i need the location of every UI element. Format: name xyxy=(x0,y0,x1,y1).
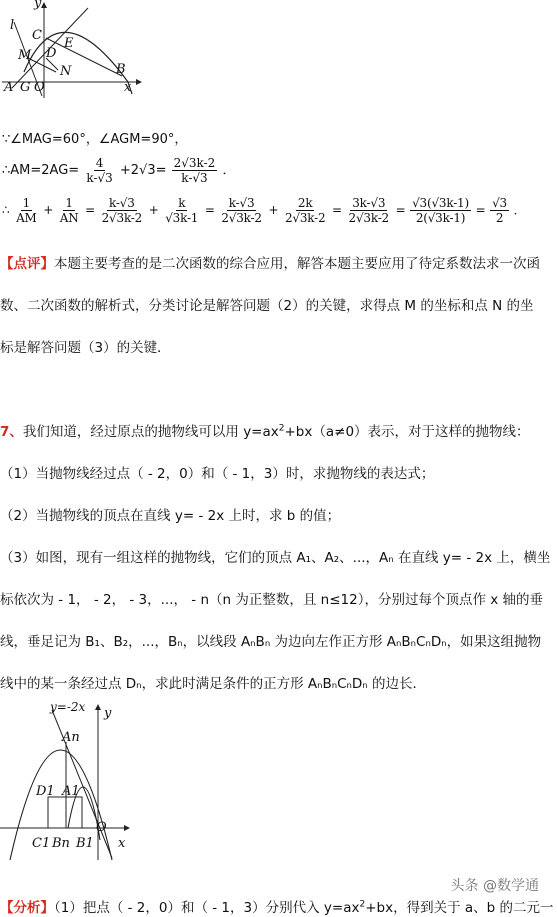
angle-statement: ∵∠MAG=60°，∠AGM=90°， xyxy=(2,132,188,147)
fig1-label-A: A xyxy=(4,80,14,95)
fig2-label-B1: B1 xyxy=(76,836,94,851)
comment-line-3: 标是解答问题（3）的关键． xyxy=(0,340,171,356)
fig2-label-C1: C1 xyxy=(32,836,51,851)
fig1-label-O: O xyxy=(34,80,45,95)
fig1-label-l: l xyxy=(10,18,15,33)
fig2-x-arrow xyxy=(124,825,130,831)
fig1-x-arrow xyxy=(136,79,142,85)
fig1-label-y: y xyxy=(34,0,42,11)
fig1-y-arrow xyxy=(41,2,47,8)
fig1-label-N: N xyxy=(60,64,72,79)
reciprocal-sum-equation: ∴ $\frac{1}{AM}$ + $\frac{1}{AN}$ = $\frac{k-√3}{2√3k-2}$ + $\frac{k}{√3k-1}$ = $\frac{k-√3}{2√3k-2}$ + $\frac{2k}{2√3k-2}$ = $\frac{3k-√3}{2√3k-2}$ = $\frac{√3(√3k-1)}{2(√3k-1)}$ = $\frac{√3}{2}$ ． xyxy=(2,196,526,225)
comment-tag: 【点评】 xyxy=(0,256,54,272)
fig2-label-O: O xyxy=(96,820,107,835)
problem-7-part-3-line-2: 标依次为 - 1， - 2， - 3，...， - n（n 为正整数，且 n≤12），分别过每个顶点作 x 轴的垂 xyxy=(0,592,544,608)
fig2-label-An: An xyxy=(62,730,80,745)
fig2-label-Bn: Bn xyxy=(52,836,70,851)
problem-7-part-3-line-1: （3）如图，现有一组这样的抛物线，它们的顶点 A₁、A₂、...，Aₙ 在直线 y= - 2x 上，横坐 xyxy=(0,550,551,566)
fig2-label-y: y xyxy=(104,706,112,721)
watermark: 头条 @数学通 xyxy=(450,878,539,894)
fig1-label-M: M xyxy=(18,48,32,63)
problem-7-part-3-line-4: 线中的某一条经过点 Dₙ，求此时满足条件的正方形 AₙBₙCₙDₙ 的边长． xyxy=(0,676,426,692)
fig2-label-A1: A1 xyxy=(62,784,80,799)
fig2-label-line: y=-2x xyxy=(50,700,86,714)
fig2-label-x: x xyxy=(118,836,126,851)
problem-7-part-1: （1）当抛物线经过点（ - 2，0）和（ - 1，3）时，求抛物线的表达式； xyxy=(0,466,435,482)
fig1-label-D: D xyxy=(46,46,57,61)
comment-line-1: 【点评】本题主要考查的是二次函数的综合应用，解答本题主要应用了待定系数法求一次函 xyxy=(0,256,540,272)
problem-7-intro: 7、我们知道，经过原点的抛物线可以用 $y=ax^2+bx(a\ne 0)$表示，对于这样的抛物线： xyxy=(0,423,530,440)
fig1-label-x: x xyxy=(124,80,132,95)
problem-7-part-2: （2）当抛物线的顶点在直线 y= - 2x 上时，求 b 的值； xyxy=(0,508,341,524)
fig1-label-G: G xyxy=(20,80,31,95)
problem-7-part-3-line-3: 线，垂足记为 B₁、B₂，...，Bₙ，以线段 AₙBₙ 为边向左作正方形 AₙBₙCₙDₙ，如果这组抛物 xyxy=(0,634,542,650)
problem-number: 7、 xyxy=(0,424,23,440)
comment-line-2: 数、二次函数的解析式，分类讨论是解答问题（2）的关键，求得点 M 的坐标和点 N 的坐 xyxy=(0,298,534,314)
analysis-tag: 【分析】 xyxy=(0,900,54,916)
fig1-line-CB xyxy=(46,38,122,76)
fig1-label-E: E xyxy=(64,36,74,51)
am-equation: ∴AM=2AG= $\frac{4}{k-√3}$ +2√3= $\frac{2√3k-2}{k-√3}$ ． xyxy=(2,156,236,185)
fig1-label-B: B xyxy=(116,62,126,77)
fig1-label-C: C xyxy=(32,28,42,43)
analysis-line-1: 【分析】（1）把点（ - 2，0）和（ - 1，3）分别代入 $y=ax^2+bx$，得到关于 a、b 的二元一 xyxy=(0,899,554,916)
fig2-square-a1b1c1d1 xyxy=(48,797,82,828)
fig2-y-arrow xyxy=(95,704,101,710)
fig2-label-D1: D1 xyxy=(36,784,55,799)
